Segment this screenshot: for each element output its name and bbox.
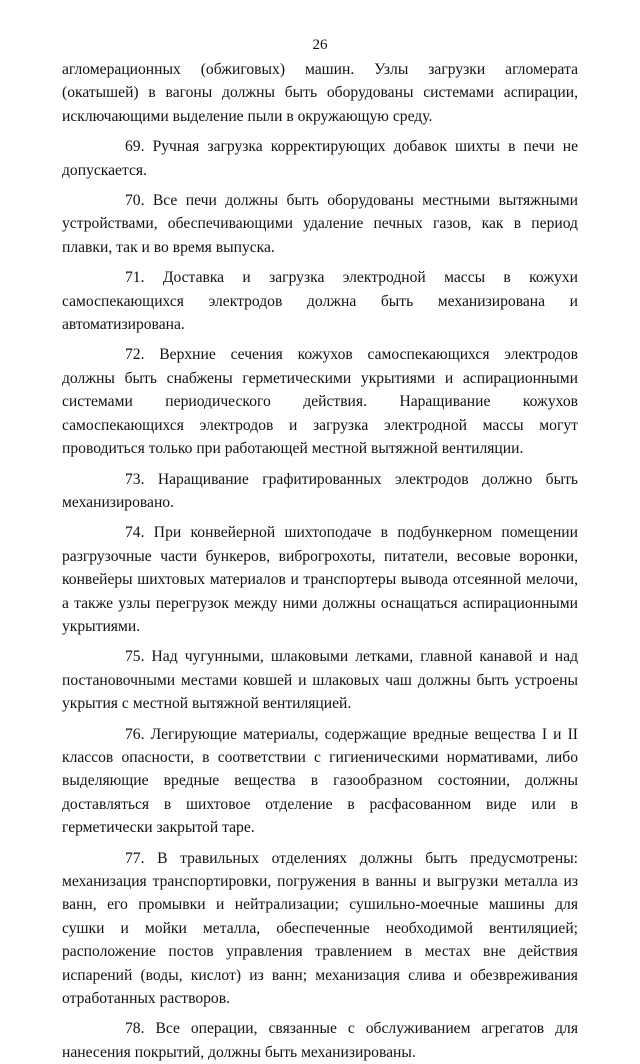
text-line: его промывки и нейтрализации; сушильно-моечные машины для сушки и мойки — [62, 896, 578, 937]
text-line: транспортировки, погружения в ванны и выгрузки металла из ванн, — [62, 873, 578, 914]
numbered-paragraph — [62, 343, 578, 460]
text-line: 78. Все операции, связанные с обслуживанием агрегатов для нанесения — [62, 1020, 578, 1061]
numbered-paragraph — [62, 645, 578, 715]
text-line: 74. При конвейерной шихтоподаче в подбункерном помещении — [125, 524, 578, 542]
text-line: в вагоны должны быть оборудованы системами аспирации, исключающими — [62, 84, 578, 125]
text-line: 69. Ручная загрузка корректирующих добавок шихты в печи — [125, 138, 555, 156]
text-line: 75. Над чугунными, шлаковыми летками, главной канавой — [125, 648, 533, 666]
text-line: так и во время выпуска. — [116, 238, 275, 256]
text-line: не допускается. — [62, 138, 579, 179]
text-line: конвейеры шихтовых материалов и транспортеры вывода отсеянной мелочи, — [62, 571, 578, 589]
text-line: агломерационных (обжиговых) машин. Узлы загрузки агломерата (окатышей) — [62, 61, 578, 102]
text-line: механизация слива и обезвреживания отработанных растворов. — [62, 966, 578, 1008]
text-line: вредные вещества в газообразном состоянии, должны доставляться в шихтовое — [62, 772, 578, 813]
text-line: выделение пыли в окружающую среду. — [172, 107, 433, 125]
numbered-paragraph — [62, 135, 578, 182]
text-line: и над постановочными местами ковшей и шлаковых чаш должны быть устроены — [62, 648, 579, 689]
text-line: укрытиями. — [62, 617, 141, 635]
text-line: устройствами, обеспечивающими удаление печных газов, как в период плавки, — [62, 215, 578, 256]
text-line: 71. Доставка и загрузка электродной массы в кожухи самоспекающихся — [62, 269, 578, 310]
text-line: электродов должна быть механизирована и автоматизирована. — [62, 292, 578, 334]
numbered-paragraph — [62, 521, 578, 638]
numbered-paragraph — [62, 847, 578, 1011]
numbered-paragraph — [62, 189, 578, 259]
text-line: металла, обеспеченные необходимой вентиляцией; расположение постов — [62, 919, 578, 961]
numbered-paragraph — [62, 723, 578, 840]
text-line: механизировано. — [62, 493, 175, 511]
text-line: 72. Верхние сечения кожухов самоспекающихся электродов должны быть — [62, 346, 578, 387]
page-number: 26 — [312, 37, 328, 53]
text-line: периодического действия. Наращивание кожухов самоспекающихся электродов — [62, 393, 578, 434]
text-line: местной вытяжной вентиляции. — [311, 440, 524, 458]
numbered-paragraph — [62, 266, 578, 336]
numbered-paragraph — [62, 1017, 578, 1064]
text-line: 76. Легирующие материалы, содержащие вредные вещества I и II классов — [62, 725, 578, 766]
text-line: снабжены герметическими укрытиями и аспирационными системами — [62, 369, 578, 411]
text-line: 77. В травильных отделениях должны быть предусмотрены: механизация — [62, 849, 578, 890]
text-line: опасности, в соответствии с гигиеническими нормативами, либо выделяющие — [62, 748, 578, 790]
text-line: 70. Все печи должны быть оборудованы местными вытяжными — [125, 192, 578, 210]
text-line: укрытия с местной вытяжной вентиляцией. — [62, 695, 352, 713]
text-line: отделение в расфасованном виде или в герметически закрытой таре. — [62, 795, 578, 837]
numbered-paragraph — [62, 468, 578, 515]
text-line: 73. Наращивание графитированных электродов должно быть — [125, 470, 578, 488]
text-line: и загрузка электродной массы могут проводиться только при работающей — [62, 416, 578, 458]
text-line: разгрузочные части бункеров, виброгрохоты, питатели, весовые воронки, — [62, 547, 578, 565]
text-line: а также узлы перегрузок между ними должны оснащаться аспирационными — [62, 594, 578, 612]
continued-paragraph — [62, 58, 578, 128]
text-line: покрытий, должны быть механизированы. — [134, 1043, 416, 1061]
document-body — [62, 58, 578, 1064]
text-line: управления травлением в местах вне действия испарений (воды, кислот) из ванн; — [62, 943, 578, 984]
